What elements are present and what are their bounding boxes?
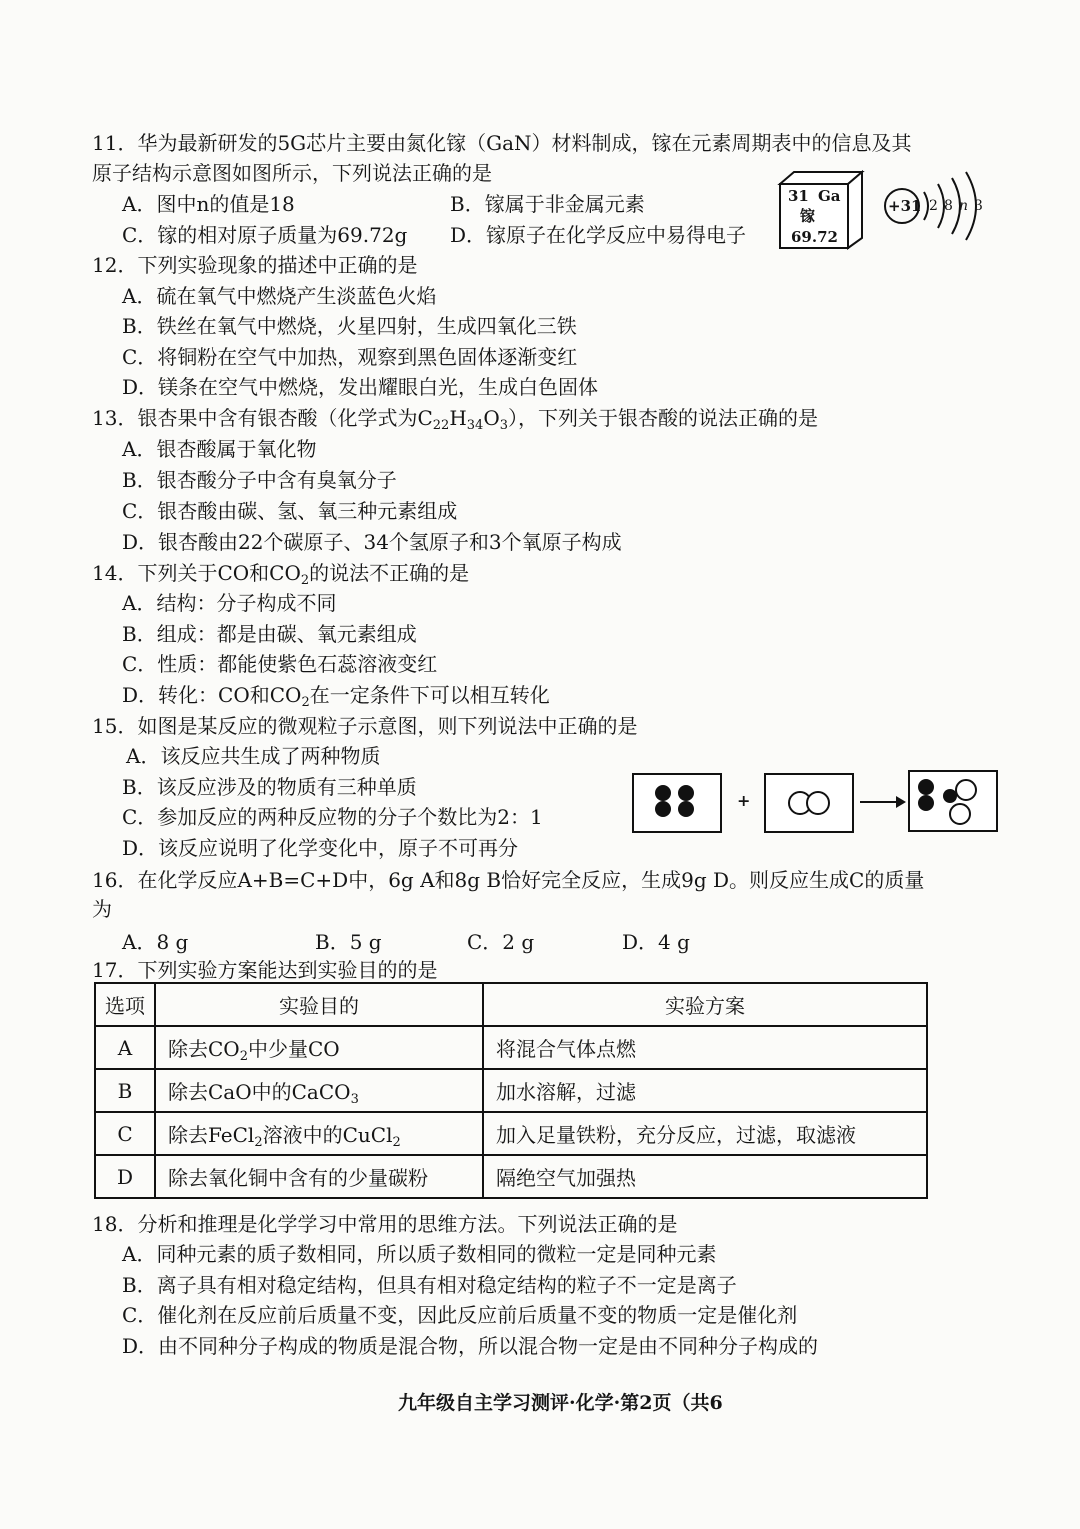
q11-option-a: A．图中n的值是18 — [122, 192, 295, 216]
q18-option-d: D．由不同种分子构成的物质是混合物，所以混合物一定是由不同种分子构成的 — [122, 1334, 819, 1358]
product-molecules-graphic — [910, 772, 996, 830]
q16-option-a: A．8 g — [122, 930, 189, 954]
q11-stem-line1: 11．华为最新研发的5G芯片主要由氮化镓（GaN）材料制成，镓在元素周期表中的信息及其 — [92, 131, 912, 155]
element-symbol: Ga — [818, 187, 841, 205]
table-row — [95, 1069, 927, 1112]
q18-option-b: B．离子具有相对稳定结构，但具有相对稳定结构的粒子不一定是离子 — [122, 1273, 737, 1297]
row-goal: 除去CaO中的CaCO$_3$ — [155, 1069, 483, 1112]
reactant-box-2 — [764, 773, 854, 833]
q11-option-d: D．镓原子在化学反应中易得电子 — [450, 223, 747, 247]
element-mass: 69.72 — [791, 228, 838, 246]
row-plan: 将混合气体点燃 — [483, 1026, 927, 1069]
atom-shell-2: 8 — [944, 198, 953, 214]
q18-option-a: A．同种元素的质子数相同，所以质子数相同的微粒一定是同种元素 — [122, 1242, 717, 1266]
table-row — [95, 1112, 927, 1155]
q14-option-c: C．性质：都能使紫色石蕊溶液变红 — [122, 652, 438, 676]
q14-option-d: D．转化：CO和$CO_2$在一定条件下可以相互转化 — [122, 683, 550, 710]
row-goal: 除去FeCl$_2$溶液中的CuCl$_2$ — [155, 1112, 483, 1155]
q16-stem-line2: 为 — [92, 897, 112, 921]
atom-nucleus: +31 — [888, 197, 922, 215]
q13-option-c: C．银杏酸由碳、氢、氧三种元素组成 — [122, 499, 458, 523]
q15-option-c: C．参加反应的两种反应物的分子个数比为2：1 — [122, 805, 543, 829]
q11-stem-line2: 原子结构示意图如图所示，下列说法正确的是 — [92, 161, 492, 185]
row-goal: 除去$CO_2$中少量CO — [155, 1026, 483, 1069]
q13-stem: 13．银杏果中含有银杏酸（化学式为$C_{22}H_{34}O_3$），下列关于银杏酸的说法正确的是 — [92, 406, 818, 433]
table-header-row — [95, 983, 927, 1026]
row-option: D — [95, 1155, 155, 1198]
header-option: 选项 — [95, 983, 155, 1026]
q15-option-a: A．该反应共生成了两种物质 — [126, 744, 381, 768]
q13-option-d: D．银杏酸由22个碳原子、34个氢原子和3个氧原子构成 — [122, 530, 622, 554]
q14-option-a: A．结构：分子构成不同 — [122, 591, 337, 615]
reactant-box-1 — [632, 773, 722, 833]
q11-option-b: B．镓属于非金属元素 — [450, 192, 645, 216]
product-box — [908, 770, 998, 832]
q18-stem: 18．分析和推理是化学学习中常用的思维方法。下列说法正确的是 — [92, 1212, 678, 1236]
table-row — [95, 1026, 927, 1069]
q11-option-c: C．镓的相对原子质量为69.72g — [122, 223, 408, 247]
atom-shell-3: n — [959, 198, 969, 214]
q17-stem: 17．下列实验方案能达到实验目的的是 — [92, 958, 438, 982]
q15-stem: 15．如图是某反应的微观粒子示意图，则下列说法中正确的是 — [92, 714, 638, 738]
reaction-arrow — [858, 792, 908, 812]
q12-option-d: D．镁条在空气中燃烧，发出耀眼白光，生成白色固体 — [122, 375, 599, 399]
header-plan: 实验方案 — [483, 983, 927, 1026]
q15-option-d: D．该反应说明了化学变化中，原子不可再分 — [122, 836, 519, 860]
q12-option-c: C．将铜粉在空气中加热，观察到黑色固体逐渐变红 — [122, 345, 578, 369]
row-plan: 加水溶解，过滤 — [483, 1069, 927, 1112]
q16-option-c: C．2 g — [467, 930, 535, 954]
table-row — [95, 1155, 927, 1198]
atom-shell-1: 2 — [929, 198, 938, 214]
row-goal: 除去氧化铜中含有的少量碳粉 — [155, 1155, 483, 1198]
black-molecules-graphic — [634, 775, 720, 831]
row-option: A — [95, 1026, 155, 1069]
element-name: 镓 — [800, 207, 816, 225]
q13-option-a: A．银杏酸属于氧化物 — [122, 437, 317, 461]
q12-stem: 12．下列实验现象的描述中正确的是 — [92, 253, 418, 277]
q13-option-b: B．银杏酸分子中含有臭氧分子 — [122, 468, 397, 492]
q14-stem: 14．下列关于CO和$CO_2$的说法不正确的是 — [92, 561, 470, 588]
reaction-plus: + — [737, 791, 751, 810]
q12-option-a: A．硫在氧气中燃烧产生淡蓝色火焰 — [122, 284, 437, 308]
q16-stem-line1: 16．在化学反应A+B=C+D中，6g A和8g B恰好完全反应，生成9g D。则反应生成C的质量 — [92, 868, 925, 892]
q16-option-b: B．5 g — [315, 930, 382, 954]
row-option: C — [95, 1112, 155, 1155]
q16-option-d: D．4 g — [622, 930, 690, 954]
header-goal: 实验目的 — [155, 983, 483, 1026]
q14-option-b: B．组成：都是由碳、氧元素组成 — [122, 622, 417, 646]
q12-option-b: B．铁丝在氧气中燃烧，火星四射，生成四氧化三铁 — [122, 314, 577, 338]
page-footer: 九年级自主学习测评·化学·第2页（共6 — [398, 1392, 723, 1414]
white-molecule-graphic — [766, 775, 852, 831]
row-plan: 加入足量铁粉，充分反应，过滤，取滤液 — [483, 1112, 927, 1155]
row-option: B — [95, 1069, 155, 1112]
element-number: 31 — [788, 187, 809, 205]
q15-option-b: B．该反应涉及的物质有三种单质 — [122, 775, 417, 799]
row-plan: 隔绝空气加强热 — [483, 1155, 927, 1198]
atom-shell-4: 3 — [974, 198, 983, 214]
experiment-table — [94, 982, 928, 1199]
q18-option-c: C．催化剂在反应前后质量不变，因此反应前后质量不变的物质一定是催化剂 — [122, 1303, 798, 1327]
